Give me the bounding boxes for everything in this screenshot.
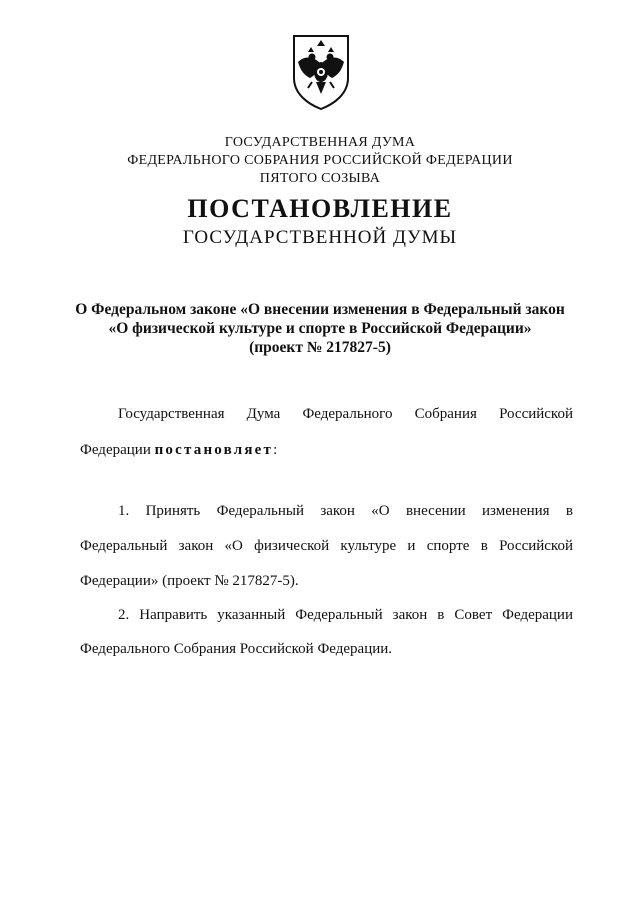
item-2-line-1: 2. Направить указанный Федеральный закон в Совет Федерации: [118, 607, 573, 623]
item-1-line-3: Федерации» (проект № 217827-5).: [80, 573, 299, 589]
header-line-1: ГОСУДАРСТВЕННАЯ ДУМА: [224, 135, 416, 150]
header-line-2: ФЕДЕРАЛЬНОГО СОБРАНИЯ РОССИЙСКОЙ ФЕДЕРАЦИИ: [127, 153, 513, 168]
intro-line-1: Государственная Дума Федерального Собрания Российской: [118, 406, 573, 422]
intro-suffix: :: [273, 442, 278, 458]
subject-line-3: (проект № 217827-5): [249, 339, 391, 356]
document-title: ПОСТАНОВЛЕНИЕ: [187, 194, 453, 223]
item-1-line-1: 1. Принять Федеральный закон «О внесении изменения в: [118, 503, 573, 519]
item-2-line-2: Федерального Собрания Российской Федерации.: [80, 641, 393, 657]
resolution-subject: [60, 300, 580, 357]
intro-line-2: [80, 441, 575, 459]
intro-prefix: Федерации: [80, 442, 155, 458]
item-1-line-2: Федеральный закон «О физической культуре и спорте в Российской: [80, 538, 573, 554]
subject-line-2: «О физической культуре и спорте в Российской Федерации»: [108, 320, 532, 337]
document-subtitle: ГОСУДАРСТВЕННОЙ ДУМЫ: [182, 227, 458, 248]
intro-verb: постановляет: [154, 442, 274, 458]
header-line-3: ПЯТОГО СОЗЫВА: [259, 171, 381, 186]
subject-line-1: О Федеральном законе «О внесении изменения в Федеральный закон: [75, 301, 565, 318]
issuer-header: [0, 134, 640, 188]
coat-of-arms-icon: [288, 32, 354, 112]
